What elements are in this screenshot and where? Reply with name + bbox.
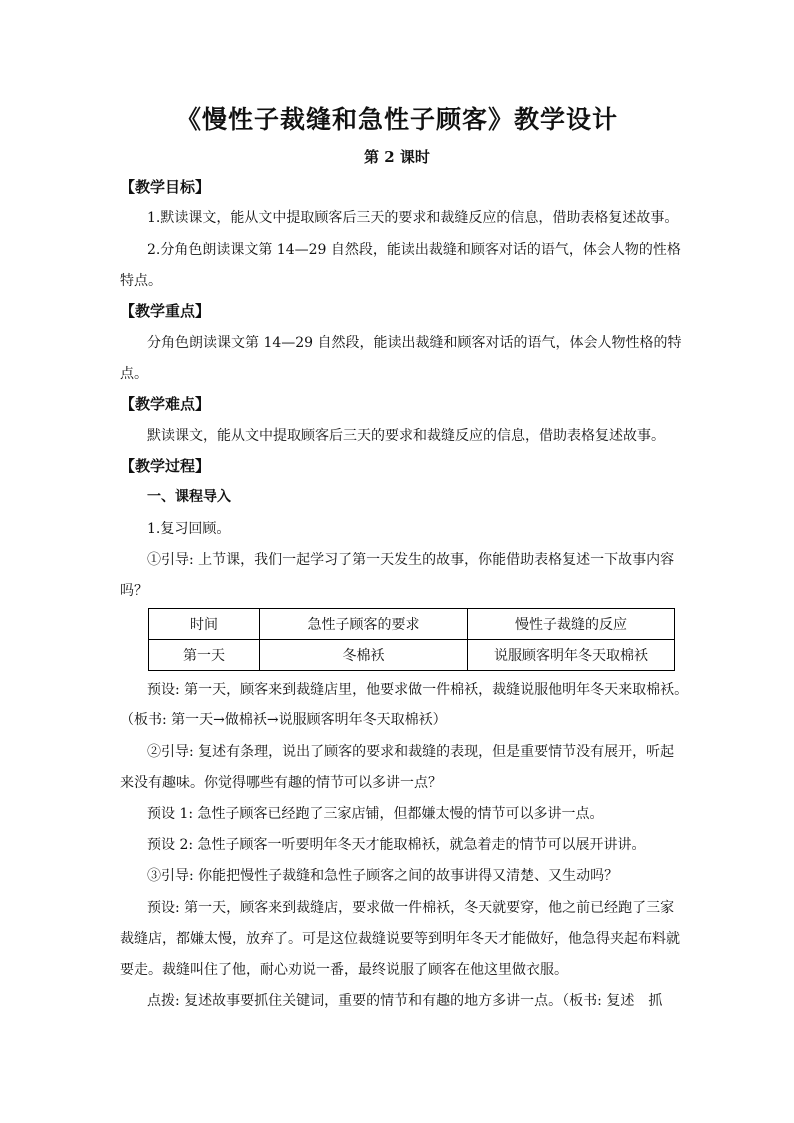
page-title: 《慢性子裁缝和急性子顾客》教学设计 [175,105,618,134]
preset-1: 预设: 第一天，顾客来到裁缝店里，他要求做一件棉袄，裁缝说服他明年冬天来取棉袄。 [147,682,689,698]
lesson-period: 第 2 课时 [364,148,430,166]
guide-2-line-2: 来没有趣味。你觉得哪些有趣的情节可以多讲一点？ [120,775,442,791]
table-cell: 第一天 [149,640,260,671]
key-point-line-2: 点。 [120,366,148,382]
table-cell: 说服顾客明年冬天取棉袄 [468,640,675,671]
table-header-row [149,609,675,640]
table-header-cell: 时间 [149,609,260,640]
preset-a: 预设 1: 急性子顾客已经跑了三家店铺，但都嫌太慢的情节可以多讲一点。 [147,806,604,822]
guide-2-line-1: ②引导: 复述有条理，说出了顾客的要求和裁缝的表现，但是重要情节没有展开，听起 [147,744,675,760]
key-point-line-1: 分角色朗读课文第 14—29 自然段，能读出裁缝和顾客对话的语气，体会人物性格的特 [147,335,682,351]
goal-2-line-1: 2.分角色朗读课文第 14—29 自然段，能读出裁缝和顾客对话的语气，体会人物的性格 [147,242,681,258]
guide-1-line-2: 吗？ [120,583,148,599]
preset-story-line-3: 要走。裁缝叫住了他，耐心劝说一番，最终说服了顾客在他这里做衣服。 [120,962,568,978]
preset-story-line-1: 预设: 第一天，顾客来到裁缝店，要求做一件棉袄，冬天就要穿，他之前已经跑了三家 [147,900,675,916]
preset-story-line-2: 裁缝店，都嫌太慢，放弃了。可是这位裁缝说要等到明年冬天才能做好，他急得夹起布料就 [120,931,680,947]
difficulty-text: 默读课文，能从文中提取顾客后三天的要求和裁缝反应的信息，借助表格复述故事。 [147,428,665,444]
table-header-cell: 急性子顾客的要求 [260,609,468,640]
table-header-cell: 慢性子裁缝的反应 [468,609,675,640]
section-heading-process: 【教学过程】 [120,457,211,475]
goal-2-line-2: 特点。 [120,273,162,289]
board-note-1: （板书: 第一天→做棉袄→说服顾客明年冬天取棉袄） [120,712,447,728]
table-cell: 冬棉袄 [260,640,468,671]
tip-line: 点拨: 复述故事要抓住关键词，重要的情节和有趣的地方多讲一点。（板书: 复述 抓 [147,993,663,1009]
section-heading-goals: 【教学目标】 [120,178,211,196]
section-heading-difficulties: 【教学难点】 [120,395,211,413]
section-heading-key-points: 【教学重点】 [120,302,211,320]
guide-1-line-1: ①引导: 上节课，我们一起学习了第一天发生的故事，你能借助表格复述一下故事内容 [147,552,675,568]
item-review: 1.复习回顾。 [147,521,231,537]
preset-b: 预设 2: 急性子顾客一听要明年冬天才能取棉袄，就急着走的情节可以展开讲讲。 [147,837,646,853]
subsection-intro: 一、课程导入 [147,489,231,505]
guide-3: ③引导: 你能把慢性子裁缝和急性子顾客之间的故事讲得又清楚、又生动吗？ [147,868,619,884]
goal-1: 1.默读课文，能从文中提取顾客后三天的要求和裁缝反应的信息，借助表格复述故事。 [147,210,679,226]
story-table [148,608,675,671]
table-row [149,640,675,671]
